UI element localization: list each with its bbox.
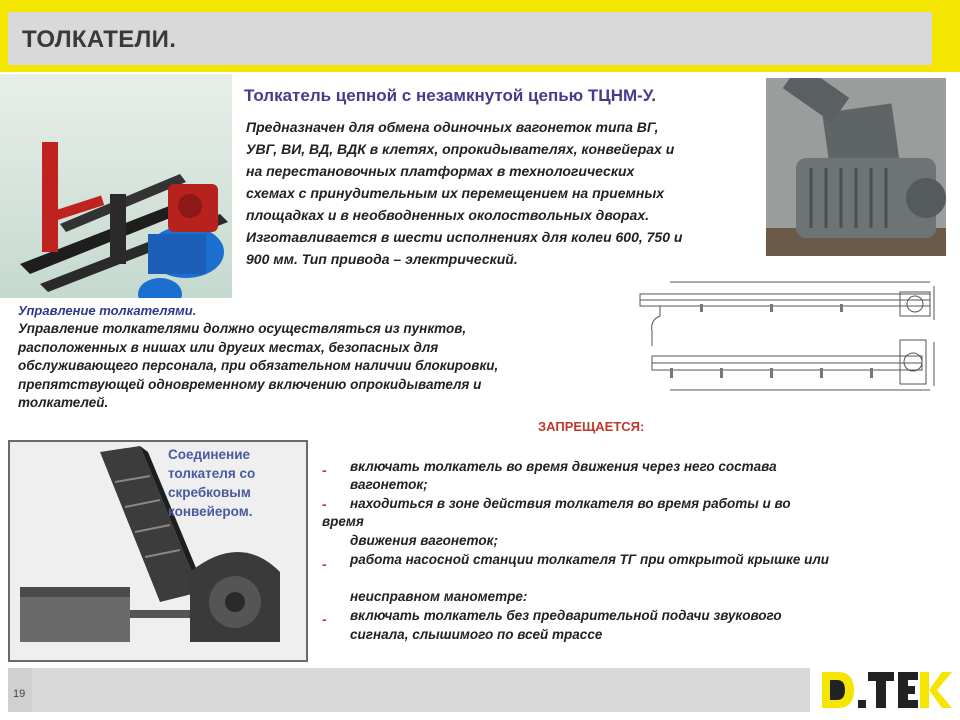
- rule-text: движения вагонеток;: [350, 533, 498, 548]
- rule-dash: -: [322, 462, 327, 478]
- product-title-text: Толкатель цепной с незамкнутой цепью ТЦНМ-У: [244, 86, 652, 105]
- rule-text: работа насосной станции толкателя ТГ при открытой крышке или: [350, 552, 829, 567]
- rule-text: включать толкатель без предварительной подачи звукового: [350, 608, 782, 623]
- description-line: на перестановочных платформах в технологических: [246, 163, 635, 179]
- description-line: Изготавливается в шести исполнениях для колеи 600, 750 и: [246, 229, 683, 245]
- rule-text: вагонеток;: [350, 477, 428, 492]
- footer-bar: [8, 668, 810, 712]
- rule-text: сигнала, слышимого по всей трассе: [350, 627, 603, 642]
- pusher-photo: [0, 74, 232, 298]
- rule-text: находиться в зоне действия толкателя во время работы и во: [350, 496, 791, 511]
- control-line: толкателей.: [18, 395, 109, 410]
- description-line: схемах с принудительным их перемещением на приемных: [246, 185, 665, 201]
- product-description: [246, 116, 766, 270]
- motor-photo: [766, 78, 946, 256]
- rule-dash: -: [322, 496, 327, 512]
- description-line: УВГ, ВИ, ВД, ВДК в клетях, опрокидывателях, конвейерах и: [246, 141, 675, 157]
- rule-dash: -: [322, 556, 327, 572]
- prohibited-title: ЗАПРЕЩАЕТСЯ:: [538, 419, 645, 434]
- rule-text: время: [322, 514, 364, 529]
- control-line: расположенных в нишах или других местах, безопасных для: [18, 339, 439, 355]
- page-title: ТОЛКАТЕЛИ.: [22, 26, 177, 53]
- technical-drawing: [630, 276, 948, 410]
- product-title: [244, 86, 656, 106]
- description-line: Предназначен для обмена одиночных вагонеток типа ВГ,: [246, 119, 659, 135]
- product-title-dot: .: [651, 86, 656, 105]
- control-line: обслуживающего персонала, при обязательном наличии блокировки,: [18, 358, 499, 373]
- description-line: площадках и в необводненных околоствольных дворах.: [246, 207, 650, 223]
- photo-caption: Соединение толкателя со скребковым конвейером.: [168, 447, 256, 519]
- rule-dash: -: [322, 611, 327, 627]
- control-line: Управление толкателями должно осуществляться из пунктов,: [18, 321, 467, 336]
- description-line: 900 мм. Тип привода – электрический.: [246, 251, 518, 267]
- control-text: [18, 320, 628, 413]
- dtek-logo: [818, 668, 952, 712]
- page-number: 19: [13, 688, 26, 700]
- control-line: препятствующей одновременному включению опрокидывателя и: [18, 376, 482, 392]
- rule-text: включать толкатель во время движения через него состава: [350, 459, 777, 474]
- control-title: Управление толкателями.: [18, 303, 197, 318]
- rule-text: неисправном манометре:: [350, 589, 528, 604]
